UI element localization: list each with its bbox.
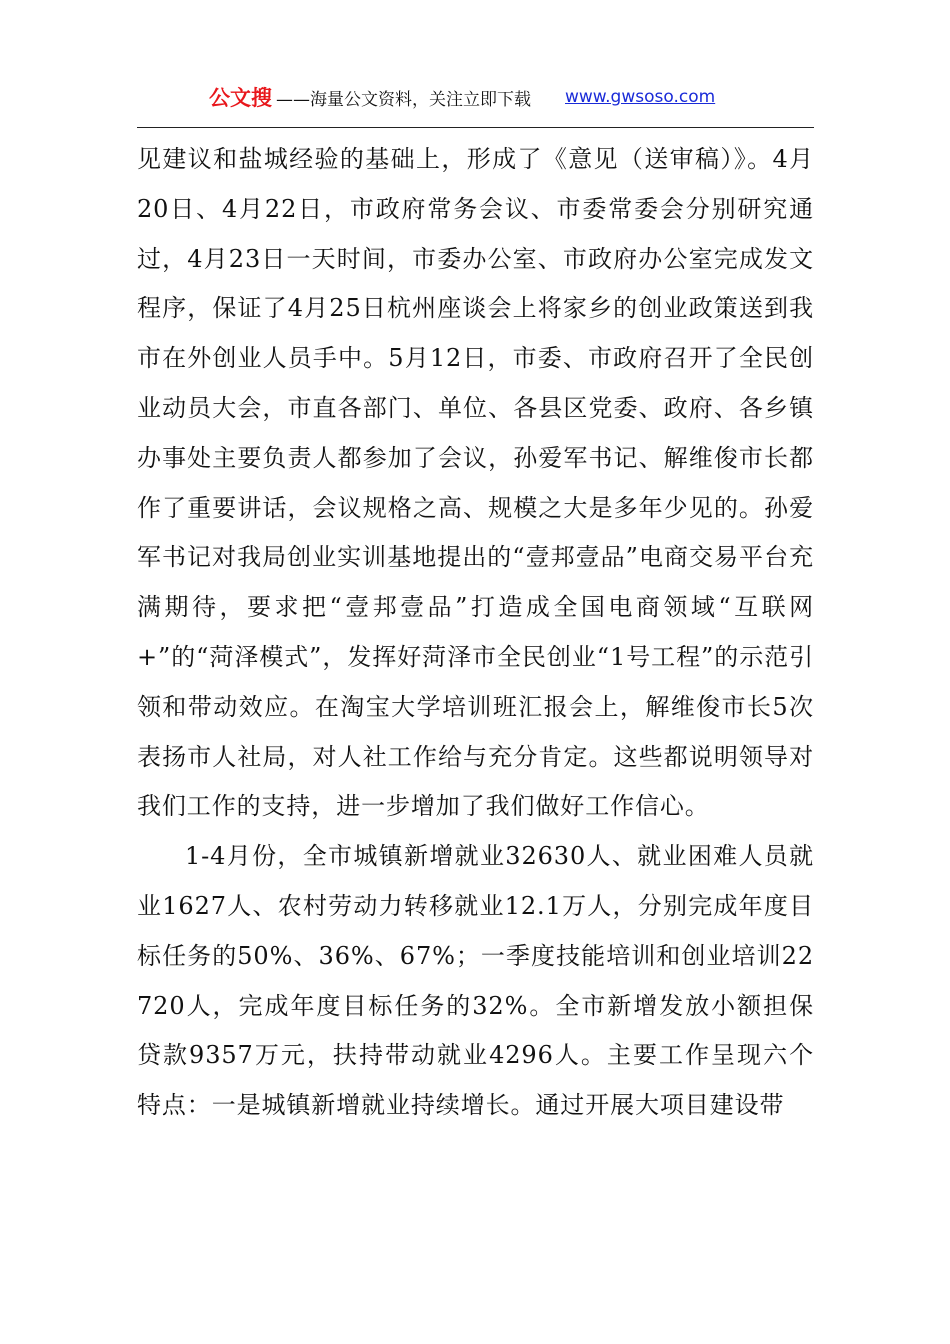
brand-logo-text[interactable]: 公文搜 bbox=[209, 86, 272, 110]
paragraph-1: 见建议和盐城经验的基础上，形成了《意见（送审稿）》。4月20日、4月22日，市政府常务会议、市委常委会分别研究通过，4月23日一天时间，市委办公室、市政府办公室完成发文程序，保证了4月25日杭州座谈会上将家乡的创业政策送到我市在外创业人员手中。5月12日，市委、市政府召开了全民创业动员大会，市直各部门、单位、各县区党委、政府、各乡镇办事处主要负责人都参加了会议，孙爱军书记、解维俊市长都作了重要讲话，会议规格之高、规模之大是多年少见的。孙爱军书记对我局创业实训基地提出的“壹邦壹品”电商交易平台充满期待，要求把“壹邦壹品”打造成全国电商领域“互联网+”的“菏泽模式”，发挥好菏泽市全民创业“1号工程”的示范引领和带动效应。在淘宝大学培训班汇报会上，解维俊市长5次表扬市人社局，对人社工作给与充分肯定。这些都说明领导对我们工作的支持，进一步增加了我们做好工作信心。 bbox=[137, 145, 814, 821]
document-body bbox=[137, 135, 814, 1131]
website-link[interactable]: www.gwsoso.com bbox=[565, 87, 716, 107]
header-divider bbox=[137, 127, 814, 128]
header-slogan: ——海量公文资料，关注立即下载 bbox=[276, 89, 531, 110]
page-header bbox=[137, 80, 813, 114]
paragraph-2: 1-4月份，全市城镇新增就业32630人、就业困难人员就业1627人、农村劳动力转移就业12.1万人，分别完成年度目标任务的50%、36%、67%；一季度技能培训和创业培训22720人，完成年度目标任务的32%。全市新增发放小额担保贷款9357万元，扶持带动就业4296人。主要工作呈现六个特点：一是城镇新增就业持续增长。通过开展大项目建设带 bbox=[137, 842, 814, 1120]
